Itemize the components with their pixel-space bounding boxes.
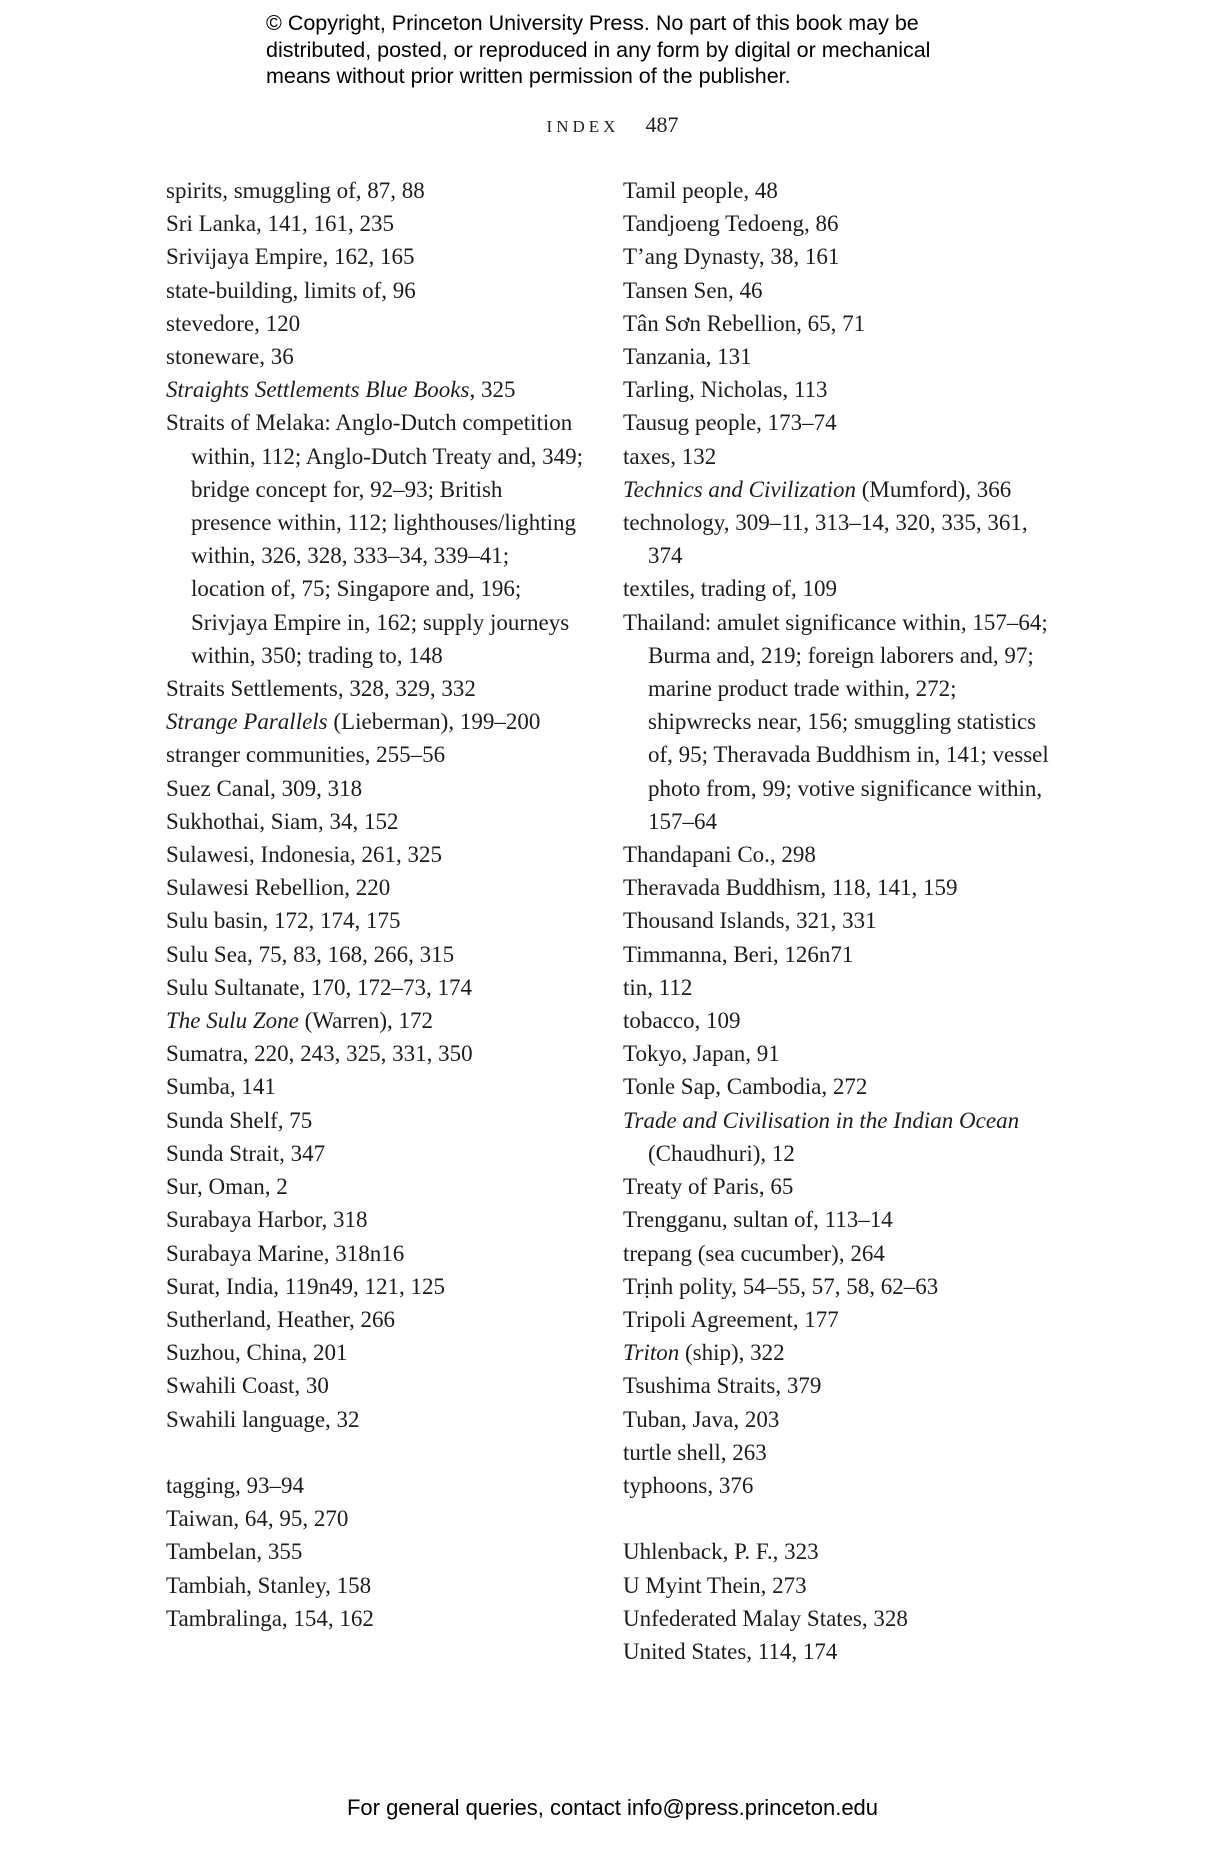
index-entry: textiles, trading of, 109 — [623, 576, 837, 602]
index-entry: Sumba, 141 — [166, 1074, 276, 1100]
index-entry: Treaty of Paris, 65 — [623, 1174, 794, 1200]
index-entry: Triton (ship), 322 — [623, 1340, 785, 1366]
index-entry: Sutherland, Heather, 266 — [166, 1306, 396, 1332]
running-head — [0, 112, 1225, 138]
index-entry: stoneware, 36 — [166, 344, 294, 370]
index-entry: tin, 112 — [623, 974, 693, 1000]
index-entry: Tripoli Agreement, 177 — [623, 1306, 839, 1332]
index-entry: Tanzania, 131 — [623, 344, 752, 370]
index-entry: Uhlenback, P. F., 323 — [623, 1539, 819, 1565]
index-entry: Sulu basin, 172, 174, 175 — [166, 908, 401, 934]
index-entry: U Myint Thein, 273 — [623, 1572, 807, 1598]
index-entry: Taiwan, 64, 95, 270 — [166, 1506, 349, 1532]
index-entry: turtle shell, 263 — [623, 1439, 767, 1465]
index-column-left — [166, 174, 586, 1635]
index-entry: stranger communities, 255–56 — [166, 742, 446, 768]
footer-contact: For general queries, contact info@press.princeton.edu — [346, 1795, 879, 1820]
index-entry: Unfederated Malay States, 328 — [623, 1605, 908, 1631]
index-entry: Tausug people, 173–74 — [623, 410, 837, 436]
index-entry: Sumatra, 220, 243, 325, 331, 350 — [166, 1041, 473, 1067]
index-entry: Timmanna, Beri, 126n71 — [623, 941, 854, 967]
index-entry: Suez Canal, 309, 318 — [166, 775, 363, 801]
index-entry: Trengganu, sultan of, 113–14 — [623, 1207, 893, 1233]
index-entry: Tambiah, Stanley, 158 — [166, 1572, 372, 1598]
index-entry: Straits of Melaka: Anglo-Dutch competition within, 112; Anglo-Dutch Treaty and, 349; bridge concept for, 92–93; British presence within, 112; lighthouses/lighting within, 326, 328, 333–34, 339–41; location of, 75; Singapore and, 196; Srivjaya Empire in, 162; supply journeys within, 350; trading to, 148 — [166, 410, 584, 668]
index-entry: Sulu Sultanate, 170, 172–73, 174 — [166, 974, 473, 1000]
index-entry: Thandapani Co., 298 — [623, 842, 816, 868]
index-entry: Surat, India, 119n49, 121, 125 — [166, 1273, 445, 1299]
index-entry: tobacco, 109 — [623, 1008, 741, 1034]
index-entry: Tonle Sap, Cambodia, 272 — [623, 1074, 868, 1100]
index-entry: Sukhothai, Siam, 34, 152 — [166, 808, 399, 834]
copyright-line: means without prior written permission of the publisher. — [266, 64, 791, 88]
index-entry: Sunda Shelf, 75 — [166, 1107, 313, 1133]
index-entry: Sunda Strait, 347 — [166, 1140, 326, 1166]
index-entry: Straits Settlements, 328, 329, 332 — [166, 676, 476, 702]
copyright-notice — [266, 10, 986, 90]
copyright-line: © Copyright, Princeton University Press. No part of this book may be — [266, 11, 919, 35]
index-entry: Thousand Islands, 321, 331 — [623, 908, 877, 934]
index-entry: Technics and Civilization (Mumford), 366 — [623, 476, 1012, 502]
index-entry: Straights Settlements Blue Books, 325 — [166, 377, 516, 403]
index-entry: typhoons, 376 — [623, 1472, 754, 1498]
index-entry: Surabaya Marine, 318n16 — [166, 1240, 405, 1266]
index-entry: Srivijaya Empire, 162, 165 — [166, 244, 415, 270]
index-entry: stevedore, 120 — [166, 310, 301, 336]
index-entry: Sur, Oman, 2 — [166, 1174, 288, 1200]
index-entry: Tsushima Straits, 379 — [623, 1373, 822, 1399]
index-entry: Tân Sơn Rebellion, 65, 71 — [623, 310, 866, 336]
index-entry: The Sulu Zone (Warren), 172 — [166, 1008, 434, 1034]
index-entry: Tambralinga, 154, 162 — [166, 1605, 374, 1631]
index-entry: Sri Lanka, 141, 161, 235 — [166, 211, 395, 237]
section-label: INDEX — [546, 117, 620, 136]
index-entry: tagging, 93–94 — [166, 1472, 304, 1498]
page-number: 487 — [645, 112, 679, 137]
index-entry: Sulu Sea, 75, 83, 168, 266, 315 — [166, 941, 455, 967]
index-entry: Tansen Sen, 46 — [623, 277, 763, 303]
index-entry: Trịnh polity, 54–55, 57, 58, 62–63 — [623, 1273, 939, 1299]
index-entry: United States, 114, 174 — [623, 1638, 838, 1664]
index-entry: Tamil people, 48 — [623, 178, 778, 203]
index-entry: spirits, smuggling of, 87, 88 — [166, 178, 425, 203]
index-entry: taxes, 132 — [623, 443, 717, 469]
index-entry: Trade and Civilisation in the Indian Ocean (Chaudhuri), 12 — [623, 1107, 1020, 1166]
index-entry: trepang (sea cucumber), 264 — [623, 1240, 885, 1266]
index-entry: Tandjoeng Tedoeng, 86 — [623, 211, 839, 237]
index-column-right — [623, 174, 1053, 1668]
index-entry: state-building, limits of, 96 — [166, 277, 416, 303]
copyright-line: distributed, posted, or reproduced in any form by digital or mechanical — [266, 37, 931, 62]
index-entry: Strange Parallels (Lieberman), 199–200 — [166, 709, 541, 735]
index-entry: Suzhou, China, 201 — [166, 1340, 348, 1366]
index-entry: T’ang Dynasty, 38, 161 — [623, 244, 840, 270]
index-entry: Swahili Coast, 30 — [166, 1373, 329, 1399]
index-entry: Sulawesi, Indonesia, 261, 325 — [166, 842, 442, 868]
index-entry: Swahili language, 32 — [166, 1406, 360, 1432]
index-entry: Thailand: amulet significance within, 157–64; Burma and, 219; foreign laborers and, 97; marine product trade within, 272; shipwrecks near, 156; smuggling statistics of, 95; Theravada Buddhism in, 141; vessel photo from, 99; votive significance within, 157–64 — [623, 609, 1049, 834]
index-entry: Tuban, Java, 203 — [623, 1406, 780, 1432]
index-entry: Sulawesi Rebellion, 220 — [166, 875, 391, 901]
index-entry: Surabaya Harbor, 318 — [166, 1207, 368, 1233]
index-entry: Tambelan, 355 — [166, 1539, 303, 1565]
index-entry: Tarling, Nicholas, 113 — [623, 377, 828, 403]
index-entry: Tokyo, Japan, 91 — [623, 1041, 780, 1067]
index-entry: technology, 309–11, 313–14, 320, 335, 361, 374 — [623, 510, 1028, 569]
index-entry: Theravada Buddhism, 118, 141, 159 — [623, 875, 958, 901]
